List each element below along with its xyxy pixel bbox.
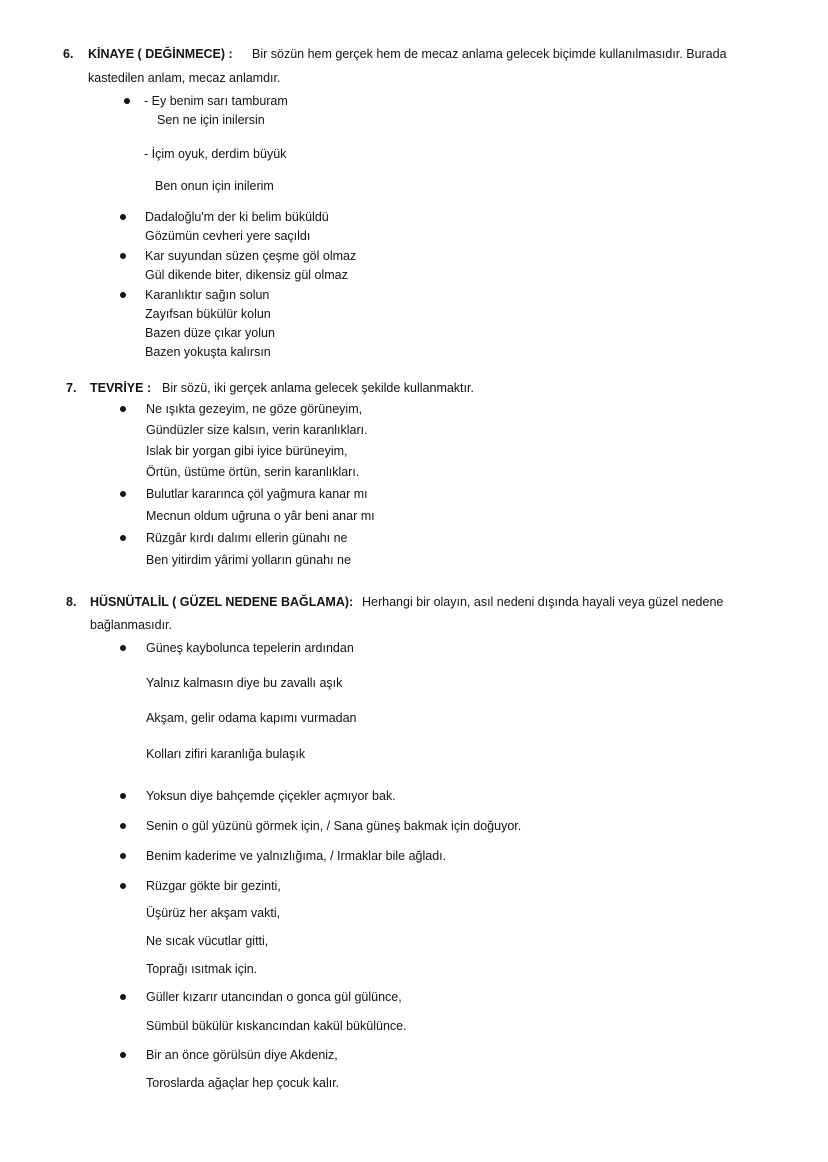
verse-line: Toprağı ısıtmak için. [146, 962, 258, 976]
verse-line: Bulutlar kararınca çöl yağmura kanar mı [146, 487, 368, 501]
section-7-definition: Bir sözü, iki gerçek anlama gelecek şekilde kullanmaktır. [162, 381, 474, 395]
verse-line: Mecnun oldum uğruna o yâr beni anar mı [146, 509, 375, 523]
bullet-icon [120, 406, 126, 412]
verse-line: Yoksun diye bahçemde çiçekler açmıyor bak. [146, 789, 396, 803]
verse-line: Kolları zifiri karanlığa bulaşık [146, 747, 306, 761]
verse-line: Akşam, gelir odama kapımı vurmadan [146, 711, 357, 725]
verse-line: Ben onun için inilerim [155, 179, 274, 193]
verse-line: Rüzgâr kırdı dalımı ellerin günahı ne [146, 531, 348, 545]
bullet-icon [120, 1052, 126, 1058]
section-8-title: HÜSNÜTALİL ( GÜZEL NEDENE BAĞLAMA): [90, 595, 354, 609]
verse-line: Rüzgar gökte bir gezinti, [146, 879, 281, 893]
verse-line: Güller kızarır utancından o gonca gül gülünce, [146, 990, 402, 1004]
section-8-number: 8. [66, 595, 77, 609]
section-7-number: 7. [66, 381, 77, 395]
verse-line: Karanlıktır sağın solun [145, 288, 270, 302]
bullet-icon [120, 253, 126, 259]
bullet-icon [120, 535, 126, 541]
verse-line: Senin o gül yüzünü görmek için, / Sana güneş bakmak için doğuyor. [146, 819, 522, 833]
verse-line: Kar suyundan süzen çeşme göl olmaz [145, 249, 357, 263]
section-7-title: TEVRİYE : [90, 381, 152, 395]
bullet-icon [120, 994, 126, 1000]
verse-line: Toroslarda ağaçlar hep çocuk kalır. [146, 1076, 340, 1090]
verse-line: Islak bir yorgan gibi iyice bürüneyim, [146, 444, 348, 458]
verse-line: - İçim oyuk, derdim büyük [144, 147, 287, 161]
verse-line: Üşürüz her akşam vakti, [146, 906, 281, 920]
verse-line: Ne sıcak vücutlar gitti, [146, 934, 269, 948]
verse-line: Bazen yokuşta kalırsın [145, 345, 271, 359]
verse-line: Örtün, üstüme örtün, serin karanlıkları. [146, 465, 360, 479]
verse-line: Ne ışıkta gezeyim, ne göze görüneyim, [146, 402, 363, 416]
bullet-icon [120, 214, 126, 220]
bullet-icon [120, 853, 126, 859]
section-6-title: KİNAYE ( DEĞİNMECE) : [88, 47, 233, 61]
bullet-icon [120, 793, 126, 799]
verse-line: Gündüzler size kalsın, verin karanlıkları. [146, 423, 368, 437]
verse-line: Güneş kaybolunca tepelerin ardından [146, 641, 354, 655]
verse-line: Benim kaderime ve yalnızlığıma, / Irmaklar bile ağladı. [146, 849, 447, 863]
section-8-definition-line-1: Herhangi bir olayın, asıl nedeni dışında hayali veya güzel nedene [362, 595, 724, 609]
verse-line: Bir an önce görülsün diye Akdeniz, [146, 1048, 338, 1062]
section-6-definition-line-2: kastedilen anlam, mecaz anlamdır. [88, 71, 281, 85]
section-6-number: 6. [63, 47, 74, 61]
verse-line: Gül dikende biter, dikensiz gül olmaz [145, 268, 348, 282]
section-8-definition-line-2: bağlanmasıdır. [90, 618, 172, 632]
bullet-icon [120, 491, 126, 497]
bullet-icon [120, 292, 126, 298]
verse-line: - Ey benim sarı tamburam [144, 94, 288, 108]
bullet-icon [124, 98, 130, 104]
verse-line: Dadaloğlu'm der ki belim büküldü [145, 210, 329, 224]
section-6-definition-line-1: Bir sözün hem gerçek hem de mecaz anlama gelecek biçimde kullanılmasıdır. Burada [252, 47, 727, 61]
verse-line: Zayıfsan bükülür kolun [145, 307, 271, 321]
verse-line: Ben yitirdim yârimi yolların günahı ne [146, 553, 351, 567]
verse-line: Yalnız kalmasın diye bu zavallı aşık [146, 676, 343, 690]
verse-line: Bazen düze çıkar yolun [145, 326, 275, 340]
verse-line: Sümbül bükülür kıskancından kakül bükülünce. [146, 1019, 407, 1033]
verse-line: Sen ne için inilersin [157, 113, 265, 127]
bullet-icon [120, 823, 126, 829]
bullet-icon [120, 645, 126, 651]
verse-line: Gözümün cevheri yere saçıldı [145, 229, 311, 243]
bullet-icon [120, 883, 126, 889]
